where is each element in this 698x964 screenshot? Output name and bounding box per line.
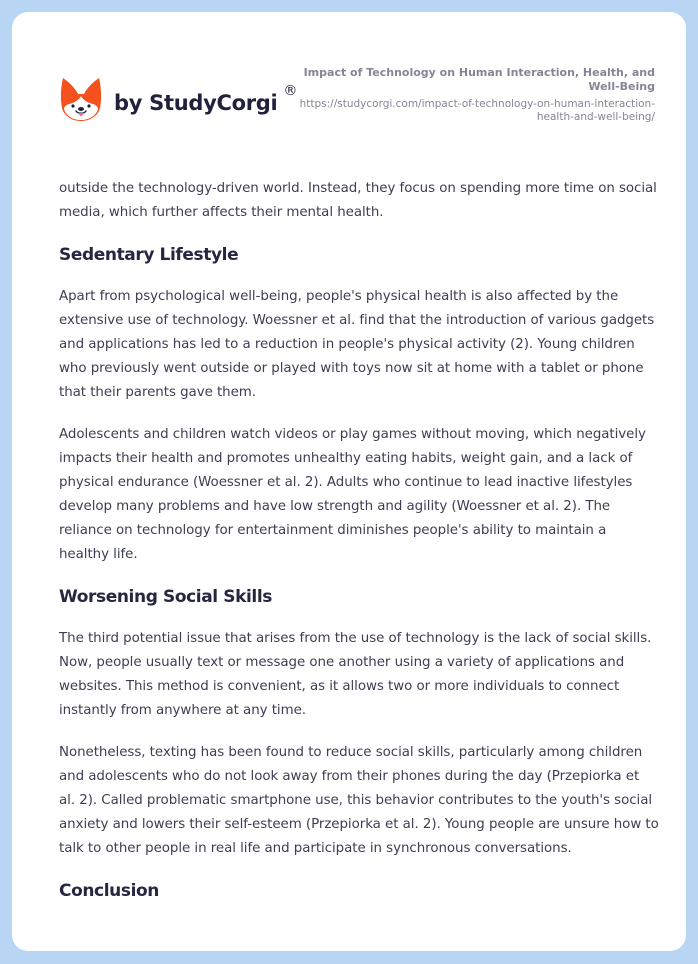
corgi-logo-icon (60, 76, 102, 122)
document-meta (295, 66, 655, 124)
page-header (12, 12, 686, 172)
paragraph: Adolescents and children watch videos or play games without moving, which negatively impacts their health and promotes unhealthy eating habits, weight gain, and a lack of physical endurance (Woessner et al. 2). Adults who continue to lead inactive lifestyles develop many problems and have low strength and agility (Woessner et al. 2). The reliance on technology for entertainment diminishes people's ability to maintain a healthy life. (59, 427, 646, 562)
registered-mark: ® (283, 83, 298, 99)
paragraph: Nonetheless, texting has been found to reduce social skills, particularly among children and adolescents who do not look away from their phones during the day (Przepiorka et al. 2). Called problematic smartphone use, this behavior contributes to the youth's social anxiety and lowers their self-esteem (Przepiorka et al. 2). Young people are unsure how to talk to other people in real life and participate in synchronous conversations. (59, 745, 659, 856)
section-heading-worsening-social-skills: Worsening Social Skills (59, 587, 272, 607)
section-heading-sedentary-lifestyle: Sedentary Lifestyle (59, 245, 239, 265)
logo-text: by StudyCorgi (114, 91, 278, 115)
document-title: Impact of Technology on Human Interaction, Health, and Well-Being (303, 66, 655, 93)
document-page (12, 12, 686, 951)
article-body (59, 177, 659, 921)
paragraph: outside the technology-driven world. Instead, they focus on spending more time on social media, which further affects their mental health. (59, 181, 657, 220)
paragraph: Apart from psychological well-being, people's physical health is also affected by the extensive use of technology. Woessner et al. find that the introduction of various gadgets and applications has led to a reduction in people's physical activity (2). Young children who previously went outside or played with toys now sit at home with a tablet or phone that their parents gave them. (59, 289, 655, 400)
section-heading-conclusion: Conclusion (59, 881, 159, 901)
studycorgi-logo[interactable] (60, 76, 297, 122)
paragraph: The third potential issue that arises from the use of technology is the lack of social skills. Now, people usually text or message one another using a variety of applications and websites. This method is convenient, as it allows two or more individuals to connect instantly from anywhere at any time. (59, 631, 652, 718)
document-url[interactable]: https://studycorgi.com/impact-of-technology-on-human-interaction-health-and-well-being/ (299, 98, 655, 123)
